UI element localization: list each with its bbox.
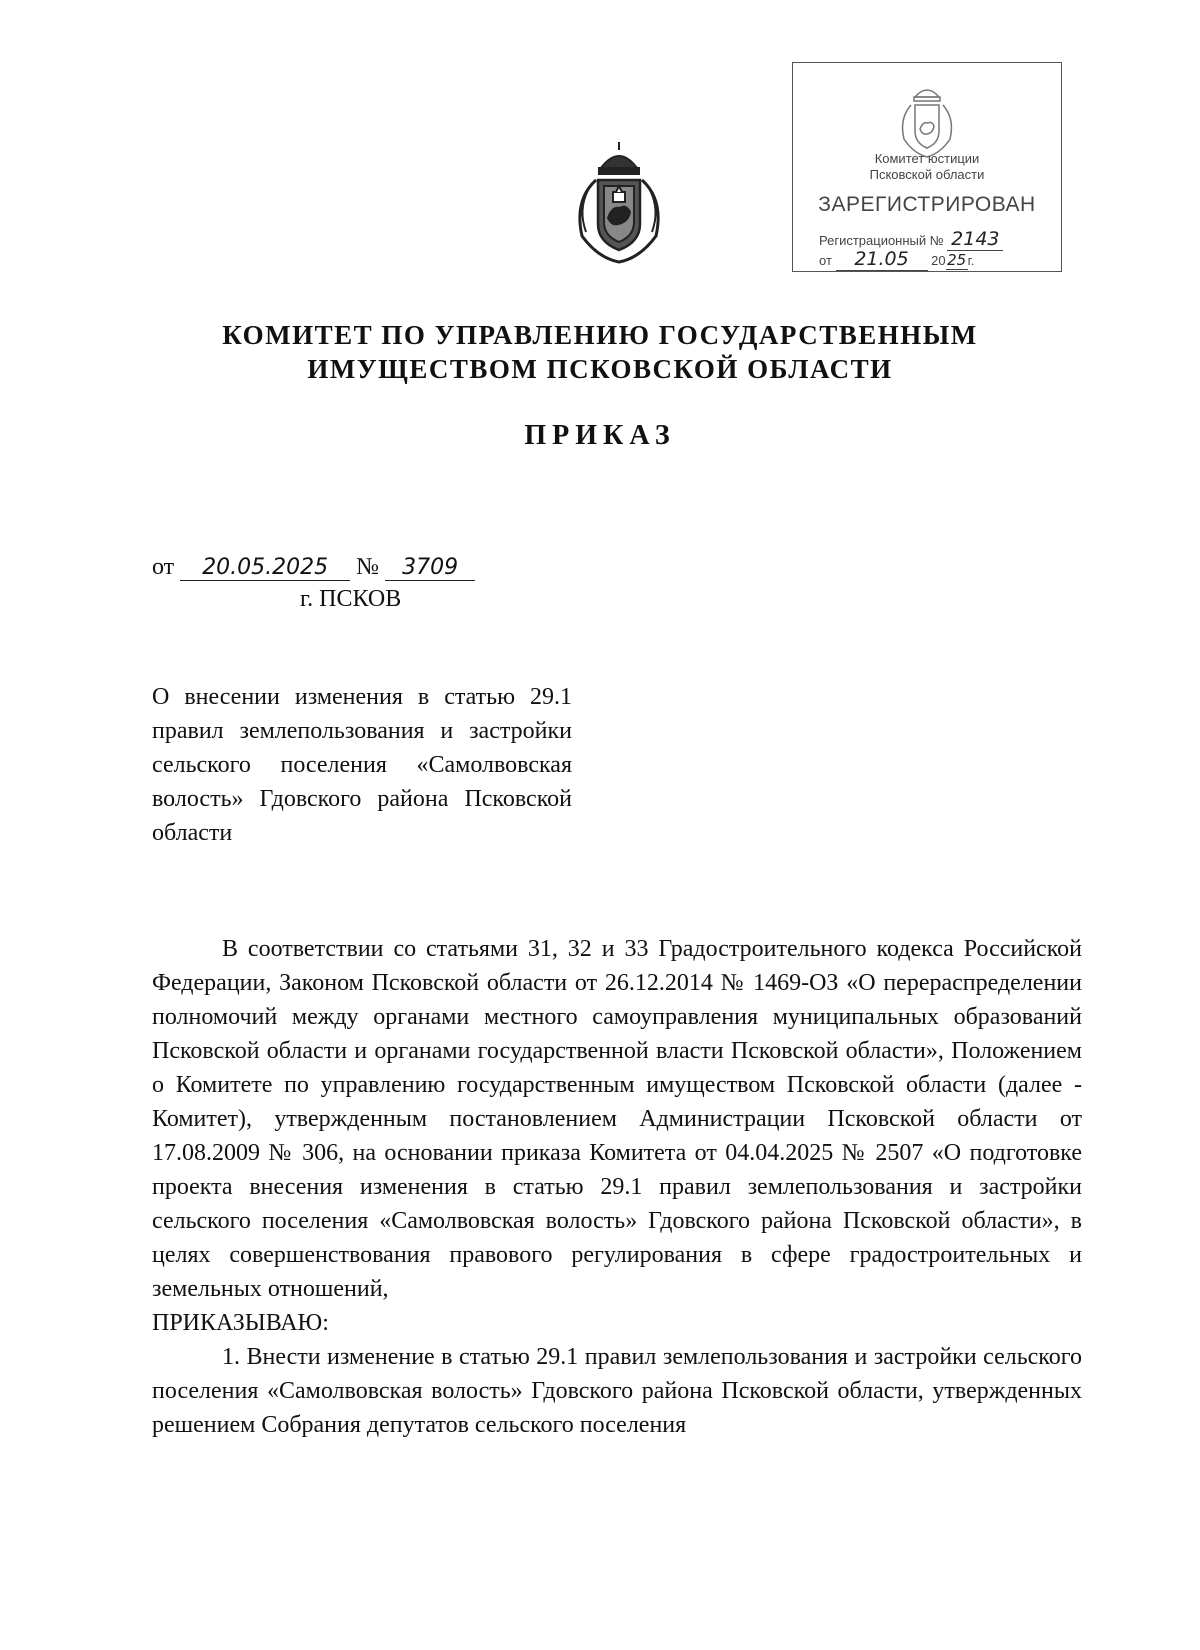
order-subject: О внесении изменения в статью 29.1 правил землепользования и застройки сельского поселения «Самолвовская волость» Гдовского района Псковской области	[152, 684, 572, 846]
stamp-year-abbr: г.	[967, 253, 975, 268]
stamp-org-line2: Псковской области	[869, 167, 985, 182]
order-city: г. ПСКОВ	[300, 586, 402, 612]
org-name-line1: КОМИТЕТ ПО УПРАВЛЕНИЮ ГОСУДАРСТВЕННЫМ	[222, 320, 978, 350]
stamp-reg-label: Регистрационный №	[819, 233, 944, 248]
stamp-status: ЗАРЕГИСТРИРОВАН	[818, 193, 1036, 216]
stamp-date: 21.05	[836, 248, 928, 271]
stamp-date-prefix: от	[819, 253, 832, 268]
order-date: 20.05.2025	[180, 556, 350, 581]
document-header	[0, 318, 1200, 386]
order-body	[152, 932, 1082, 1442]
coat-of-arms-icon	[568, 140, 670, 265]
stamp-year-suffix: 25	[947, 251, 967, 269]
order-number-prefix: №	[356, 554, 380, 580]
order-date-line	[152, 554, 475, 581]
stamp-org-line1: Комитет юстиции	[874, 151, 980, 166]
stamp-emblem-icon	[895, 81, 959, 159]
stamp-year-prefix: 20	[931, 253, 946, 268]
document-type: ПРИКАЗ	[524, 420, 676, 451]
stamp-date-line	[819, 248, 974, 271]
item-1-paragraph: 1. Внести изменение в статью 29.1 правил землепользования и застройки сельского поселения «Самолвовская волость» Гдовского района Псковской области, утвержденных решением Собрания депутатов сельского поселения	[152, 1344, 1082, 1438]
order-number: 3709	[385, 556, 475, 581]
order-date-prefix: от	[152, 554, 175, 580]
stamp-reg-number: 2143	[947, 228, 1003, 251]
org-name-line2: ИМУЩЕСТВОМ ПСКОВСКОЙ ОБЛАСТИ	[307, 354, 893, 384]
order-word: ПРИКАЗЫВАЮ:	[152, 1310, 329, 1336]
registration-stamp	[792, 62, 1062, 272]
preamble-paragraph: В соответствии со статьями 31, 32 и 33 Градостроительного кодекса Российской Федерации, Законом Псковской области от 26.12.2014 № 1469-ОЗ «О перераспределении полномочий между органами местного самоуправления муниципальных образований Псковской области и органами государственной власти Псковской области», Положением о Комитете по управлению государственным имуществом Псковской области (далее - Комитет), утвержденным постановлением Администрации Псковской области от 17.08.2009 № 306, на основании приказа Комитета от 04.04.2025 № 2507 «О подготовке проекта внесения изменения в статью 29.1 правил землепользования и застройки сельского поселения «Самолвовская волость» Гдовского района Псковской области», в целях совершенствования правового регулирования в сфере градостроительных и земельных отношений,	[152, 936, 1082, 1302]
